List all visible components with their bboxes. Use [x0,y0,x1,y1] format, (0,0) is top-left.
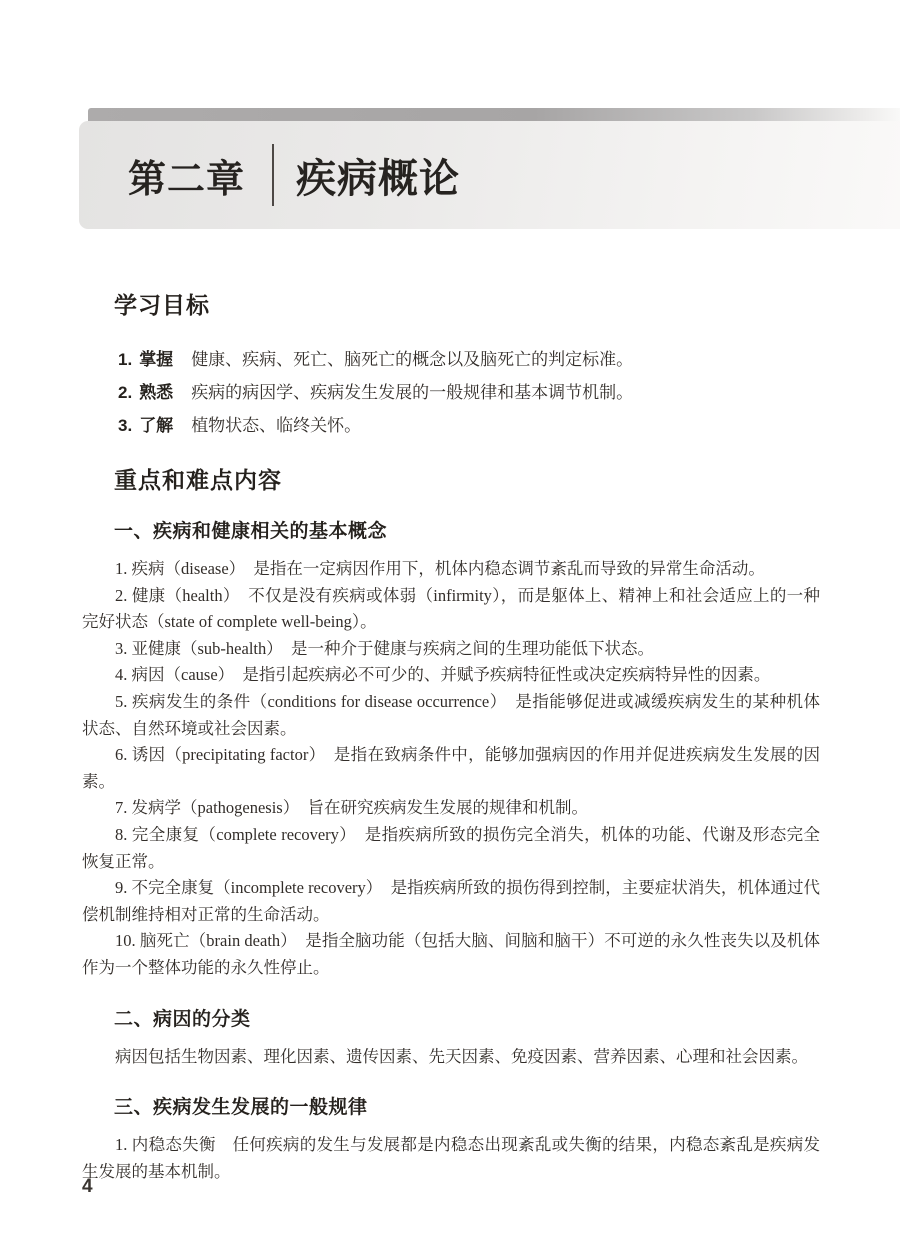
section-3-body [82,1132,820,1185]
concept-paragraph: 9. 不完全康复（incomplete recovery） 是指疾病所致的损伤得到控制，主要症状消失，机体通过代偿机制维持相对正常的生命活动。 [82,878,820,924]
objective-item [118,343,820,376]
concept-paragraph: 4. 病因（cause） 是指引起疾病必不可少的、并赋予疾病特征性或决定疾病特异性的因素。 [115,665,771,685]
concept-paragraph: 3. 亚健康（sub-health） 是一种介于健康与疾病之间的生理功能低下状态。 [115,638,654,658]
section-2-heading: 二、病因的分类 [114,1008,251,1030]
chapter-title: 疾病概论 [296,156,461,201]
objective-number: 1. [118,350,133,369]
learning-objectives-heading: 学习目标 [114,292,210,318]
objective-verb: 掌握 [139,350,174,369]
page-content [82,229,820,1185]
objective-number: 2. [118,383,133,402]
chapter-number: 第二章 [128,158,246,201]
objective-text: 植物状态、临终关怀。 [191,416,362,435]
concept-paragraph: 6. 诱因（precipitating factor） 是指在致病条件中，能够加强病因的作用并促进疾病发生发展的因素。 [82,745,820,791]
objective-item [118,409,820,442]
learning-objectives-list [118,343,820,442]
objective-number: 3. [118,416,133,435]
concept-paragraph: 7. 发病学（pathogenesis） 旨在研究疾病发生发展的规律和机制。 [115,798,588,818]
objective-verb: 熟悉 [139,383,174,402]
concept-paragraph: 10. 脑死亡（brain death） 是指全脑功能（包括大脑、间脑和脑干）不可逆的永久性丧失以及机体作为一个整体功能的永久性停止。 [82,931,820,977]
objective-text: 疾病的病因学、疾病发生发展的一般规律和基本调节机制。 [191,383,634,402]
concept-paragraph: 8. 完全康复（complete recovery） 是指疾病所致的损伤完全消失，机体的功能、代谢及形态完全恢复正常。 [82,824,820,871]
key-content-heading: 重点和难点内容 [114,467,282,493]
page-number: 4 [82,1176,93,1197]
concept-paragraph: 1. 内稳态失衡 任何疾病的发生与发展都是内稳态出现紊乱或失衡的结果，内稳态紊乱是疾病发生发展的基本机制。 [82,1135,820,1181]
objective-verb: 了解 [139,416,174,435]
objective-item [118,376,820,409]
chapter-banner-strip [88,108,900,121]
section-3-heading: 三、疾病发生发展的一般规律 [114,1097,368,1119]
concept-paragraph: 5. 疾病发生的条件（conditions for disease occurrence） 是指能够促进或减缓疾病发生的某种机体状态、自然环境或社会因素。 [82,691,820,738]
concept-paragraph: 病因包括生物因素、理化因素、遗传因素、先天因素、免疫因素、营养因素、心理和社会因素。 [115,1046,808,1066]
chapter-banner [79,121,900,229]
section-2-body [82,1044,820,1071]
section-1-heading: 一、疾病和健康相关的基本概念 [114,521,388,542]
chapter-divider-line [272,144,274,206]
objective-text: 健康、疾病、死亡、脑死亡的概念以及脑死亡的判定标准。 [191,350,634,369]
section-1-body [82,556,820,982]
concept-paragraph: 2. 健康（health） 不仅是没有疾病或体弱（infirmity），而是躯体上、精神上和社会适应上的一种完好状态（state of complete well-being）。 [82,585,820,632]
concept-paragraph: 1. 疾病（disease） 是指在一定病因作用下，机体内稳态调节紊乱而导致的异常生命活动。 [115,559,765,578]
